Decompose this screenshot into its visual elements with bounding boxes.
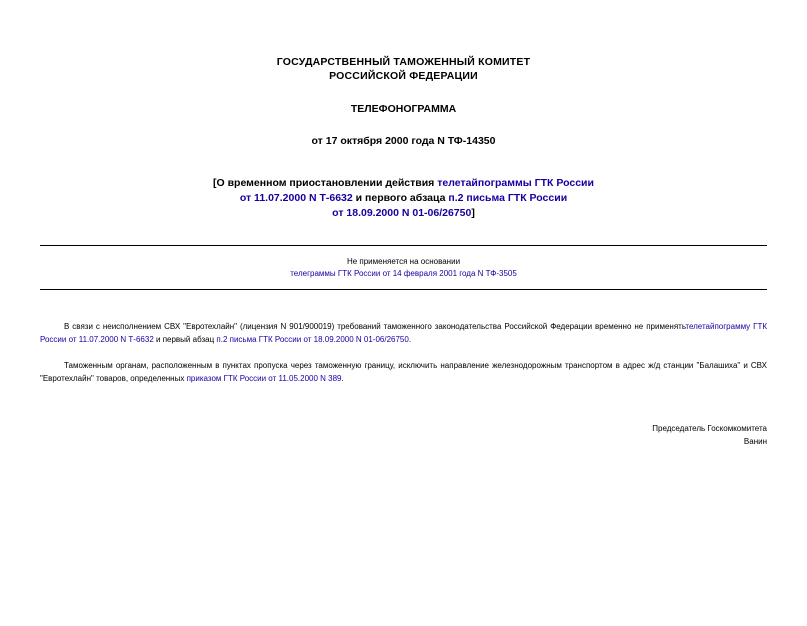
body-link-teletaipogramma[interactable]: телетайпограмму ГТК России от 11.07.2000 N Т-6632 <box>40 322 768 344</box>
body-link-prikaz-389[interactable]: приказом ГТК России от 11.05.2000 N 389 <box>186 374 342 383</box>
title-line-3 <box>40 206 767 221</box>
organization-line-1: ГОСУДАРСТВЕННЫЙ ТАМОЖЕННЫЙ КОМИТЕТ <box>276 56 531 68</box>
status-note <box>40 256 767 280</box>
status-note-link[interactable]: телеграммы ГТК России от 14 февраля 2001 года N ТФ-3505 <box>290 269 517 278</box>
title-line-3-text: ] <box>471 207 475 219</box>
document-type: ТЕЛЕФОНОГРАММА <box>350 103 457 115</box>
divider-bottom <box>40 289 767 290</box>
body-p1-text-2: и первый абзац <box>153 335 217 344</box>
title-line-2-text: и первого абзаца <box>352 192 449 204</box>
title-link-01-06-26750[interactable]: от 18.09.2000 N 01-06/26750 <box>332 207 472 219</box>
document-title <box>40 176 767 221</box>
document-date: от 17 октября 2000 года N ТФ-14350 <box>311 135 496 147</box>
title-link-teletaipogramma[interactable]: телетайпограммы ГТК России <box>437 177 594 189</box>
signature-block <box>40 422 767 448</box>
divider-top <box>40 245 767 246</box>
document-body <box>40 320 767 385</box>
body-paragraph-1 <box>40 320 767 346</box>
organization-line-2: РОССИЙСКОЙ ФЕДЕРАЦИИ <box>329 70 478 82</box>
title-line-1 <box>40 176 767 191</box>
document-page <box>0 55 807 626</box>
title-line-1-text: [О временном приостановлении действия <box>213 177 438 189</box>
signature-name: Ванин <box>743 437 767 446</box>
body-p1-text-1: В связи с неисполнением СВХ "Евротехлайн" (лицензия N 901/900019) требований таможенного законодательства Российской Федерации временно не применять <box>64 322 686 331</box>
title-link-t-6632[interactable]: от 11.07.2000 N Т-6632 <box>239 192 353 204</box>
title-link-p2-pisma[interactable]: п.2 письма ГТК России <box>448 192 568 204</box>
signature-title: Председатель Госкомкомитета <box>652 424 767 433</box>
title-line-2 <box>40 191 767 206</box>
body-p2-text-1: Таможенным органам, расположенным в пунктах пропуска через таможенную границу, исключить направление железнодорожным транспортом в адрес ж/д станции "Балашиха" и СВХ "Евротехлайн" товаров, определенных <box>40 361 767 383</box>
status-note-line-2 <box>40 268 767 280</box>
body-paragraph-2 <box>40 359 767 385</box>
status-note-line-1: Не применяется на основании <box>346 257 461 266</box>
body-p1-text-3: . <box>408 335 412 344</box>
body-p2-text-2: . <box>341 374 344 383</box>
document-header <box>40 55 767 83</box>
body-link-p2-pisma[interactable]: п.2 письма ГТК России от 18.09.2000 N 01-06/26750 <box>216 335 409 344</box>
